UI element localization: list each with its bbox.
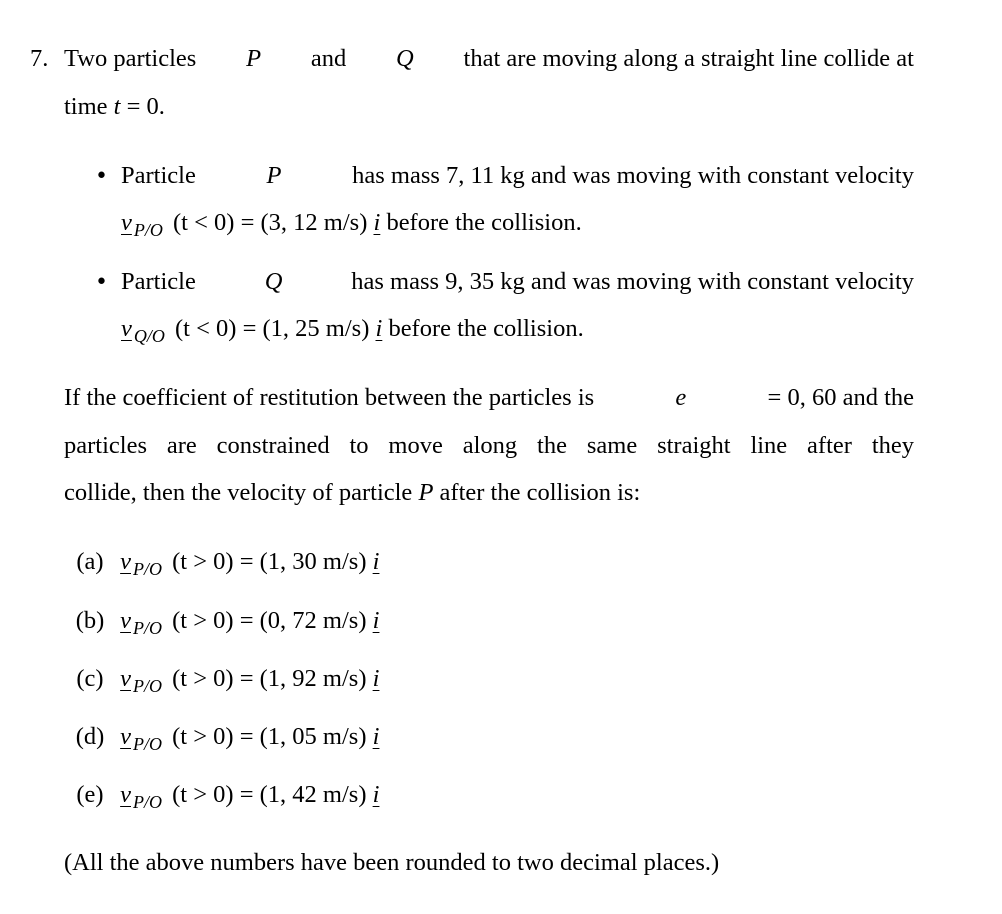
option-label: (d) (75, 723, 105, 750)
intro-line-2 (64, 95, 165, 120)
velocity-value: = (1, 05 m/s) (239, 723, 367, 750)
bullet-word: has mass 9, 35 kg and was moving with constant velocity (351, 268, 914, 295)
velocity-value: = (1, 42 m/s) (239, 781, 367, 808)
bullet-word: Particle (121, 268, 196, 295)
bullet-p-line-2 (121, 209, 582, 240)
paragraph-text: particles are constrained to move along the same straight line after they (64, 432, 914, 459)
bullet-word: Particle (121, 162, 196, 189)
velocity-subscript: P/O (133, 559, 162, 579)
bullet-tail: before the collision. (388, 315, 584, 342)
option-label: (c) (76, 665, 104, 692)
velocity-vector: v (120, 607, 131, 634)
unit-vector-i: i (372, 723, 380, 750)
bullet-q-line-1 (121, 270, 914, 295)
option-e[interactable] (66, 781, 380, 812)
bullet-dot: • (95, 164, 108, 189)
intro-word: time (64, 93, 108, 120)
velocity-subscript: P/O (133, 618, 162, 638)
velocity-vector: v (120, 723, 131, 750)
intro-word: and (310, 45, 347, 72)
velocity-subscript: P/O (133, 792, 162, 812)
time-condition: (t > 0) (172, 607, 234, 634)
unit-vector-i: i (372, 607, 380, 634)
velocity-value: = (1, 30 m/s) (239, 548, 367, 575)
time-condition: (t > 0) (172, 781, 234, 808)
option-label: (a) (76, 548, 104, 575)
velocity-subscript: P/O (133, 676, 162, 696)
unit-vector-i: i (375, 315, 383, 342)
bullet-tail: before the collision. (386, 209, 582, 236)
bullet-q-line-2 (121, 315, 584, 346)
bullet-word: has mass 7, 11 kg and was moving with constant velocity (352, 162, 914, 189)
paragraph-text: after the collision is: (439, 479, 641, 506)
particle-p-symbol: P (246, 45, 262, 72)
intro-word: that are moving along a straight line collide at (463, 45, 914, 72)
paragraph-line-1 (64, 386, 914, 411)
unit-vector-i: i (372, 781, 380, 808)
paragraph-line-2 (64, 434, 914, 459)
time-condition: (t > 0) (172, 665, 234, 692)
unit-vector-i: i (372, 548, 380, 575)
velocity-value: = (0, 72 m/s) (239, 607, 367, 634)
time-condition: (t < 0) (173, 209, 235, 236)
particle-p-symbol: P (266, 162, 282, 189)
option-a[interactable] (66, 548, 380, 579)
bullet-dot: • (95, 270, 108, 295)
time-symbol: t (113, 93, 121, 120)
option-label: (e) (76, 781, 104, 808)
time-condition: (t < 0) (175, 315, 237, 342)
velocity-vector: v (120, 665, 131, 692)
velocity-value: = (1, 92 m/s) (239, 665, 367, 692)
velocity-value: = (3, 12 m/s) (240, 209, 368, 236)
velocity-subscript: P/O (133, 734, 162, 754)
unit-vector-i: i (372, 665, 380, 692)
intro-line-1 (64, 47, 914, 72)
option-d[interactable] (66, 723, 380, 754)
option-label: (b) (75, 607, 105, 634)
option-c[interactable] (66, 665, 380, 696)
option-b[interactable] (66, 607, 380, 638)
velocity-vector: v (121, 209, 132, 236)
velocity-subscript: P/O (133, 220, 163, 240)
velocity-value: = (1, 25 m/s) (242, 315, 370, 342)
paragraph-text: collide, then the velocity of particle (64, 479, 413, 506)
time-condition: (t > 0) (172, 548, 234, 575)
restitution-symbol: e (675, 384, 687, 411)
paragraph-line-3 (64, 481, 640, 506)
paragraph-text: If the coefficient of restitution between the particles is (64, 384, 595, 411)
footnote-text: (All the above numbers have been rounded to two decimal places.) (64, 849, 720, 876)
velocity-vector: v (120, 548, 131, 575)
velocity-subscript: Q/O (133, 326, 165, 346)
question-number (30, 47, 48, 72)
intro-word: Two particles (64, 45, 197, 72)
time-condition: (t > 0) (172, 723, 234, 750)
bullet-p-line-1 (121, 164, 914, 189)
footnote (64, 851, 719, 876)
velocity-vector: v (121, 315, 132, 342)
particle-q-symbol: Q (396, 45, 414, 72)
paragraph-text: = 0, 60 and the (767, 384, 914, 411)
particle-q-symbol: Q (264, 268, 283, 295)
unit-vector-i: i (373, 209, 381, 236)
particle-p-symbol: P (418, 479, 434, 506)
velocity-vector: v (120, 781, 131, 808)
intro-word: = 0. (126, 93, 165, 120)
question-number-text: 7. (30, 45, 49, 72)
